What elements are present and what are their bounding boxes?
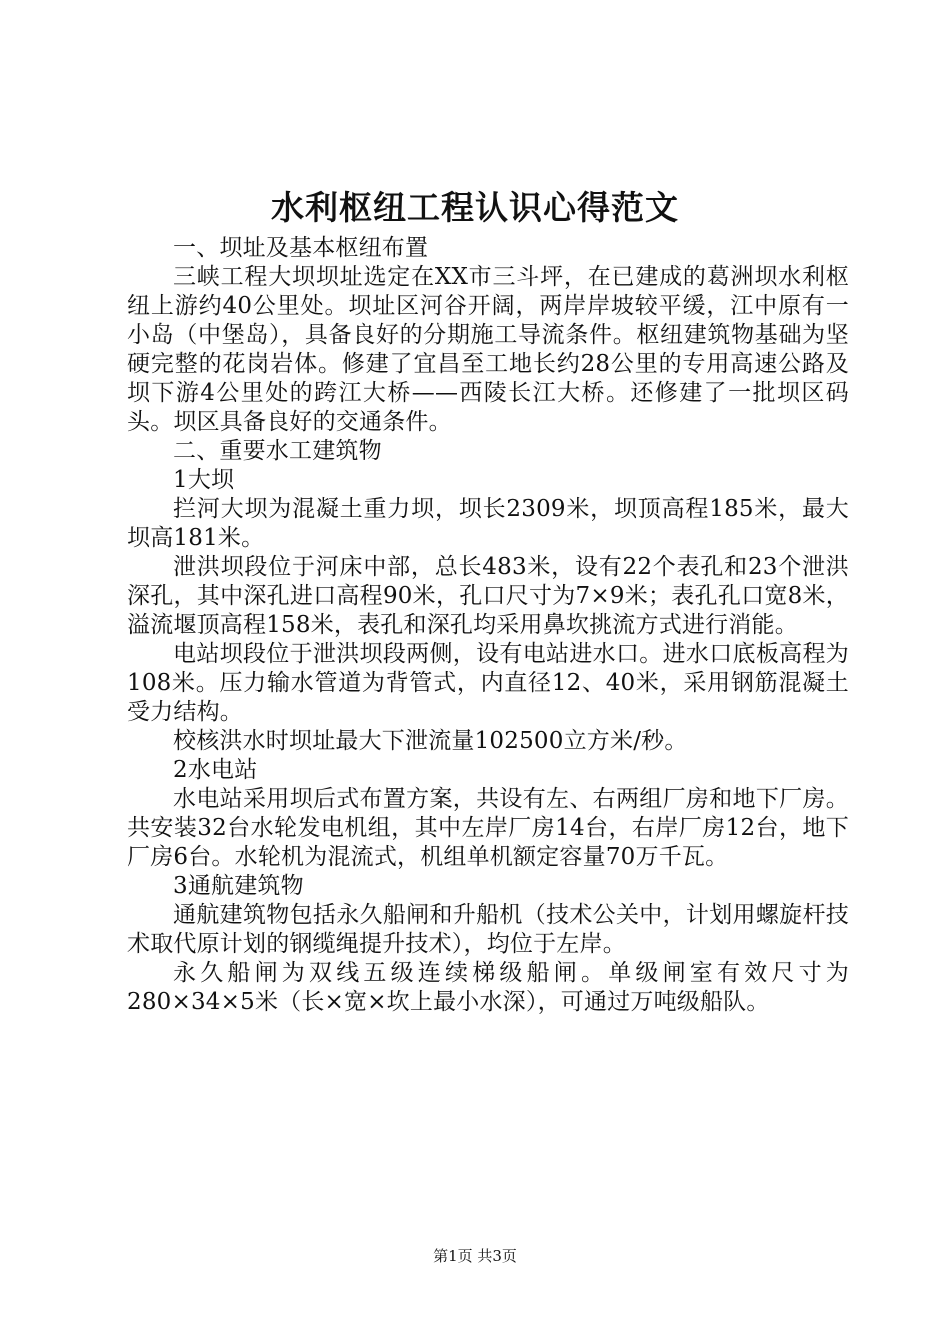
subsection-heading: 1大坝 bbox=[173, 467, 235, 493]
section-heading: 一、坝址及基本枢纽布置 bbox=[173, 235, 429, 261]
page-footer: 第1页 共3页 bbox=[433, 1247, 517, 1265]
document-body bbox=[127, 234, 849, 1017]
document-title: 水利枢纽工程认识心得范文 bbox=[271, 188, 679, 227]
section-heading: 二、重要水工建筑物 bbox=[173, 438, 382, 464]
body-paragraph: 电站坝段位于泄洪坝段两侧，设有电站进水口。进水口底板高程为108米。压力输水管道为背管式，内直径12、40米，采用钢筋混凝土受力结构。 bbox=[127, 641, 849, 725]
body-paragraph: 水电站采用坝后式布置方案，共设有左、右两组厂房和地下厂房。共安装32台水轮发电机组，其中左岸厂房14台，右岸厂房12台，地下厂房6台。水轮机为混流式，机组单机额定容量70万千瓦。 bbox=[127, 786, 849, 870]
body-paragraph: 永久船闸为双线五级连续梯级船闸。单级闸室有效尺寸为280×34×5米（长×宽×坎上最小水深），可通过万吨级船队。 bbox=[127, 960, 849, 1015]
body-paragraph: 校核洪水时坝址最大下泄流量102500立方米/秒。 bbox=[173, 728, 688, 754]
body-paragraph: 泄洪坝段位于河床中部，总长483米，设有22个表孔和23个泄洪深孔，其中深孔进口高程90米，孔口尺寸为7×9米；表孔孔口宽8米，溢流堰顶高程158米，表孔和深孔均采用鼻坎挑流方式进行消能。 bbox=[127, 554, 849, 638]
body-paragraph: 通航建筑物包括永久船闸和升船机（技术公关中，计划用螺旋杆技术取代原计划的钢缆绳提升技术），均位于左岸。 bbox=[127, 902, 849, 957]
body-paragraph: 三峡工程大坝坝址选定在XX市三斗坪，在已建成的葛洲坝水利枢纽上游约40公里处。坝址区河谷开阔，两岸岸坡较平缓，江中原有一小岛（中堡岛），具备良好的分期施工导流条件。枢纽建筑物基础为坚硬完整的花岗岩体。修建了宜昌至工地长约28公里的专用高速公路及坝下游4公里处的跨江大桥——西陵长江大桥。还修建了一批坝区码头。坝区具备良好的交通条件。 bbox=[127, 264, 849, 435]
subsection-heading: 3通航建筑物 bbox=[173, 873, 304, 899]
body-paragraph: 拦河大坝为混凝土重力坝，坝长2309米，坝顶高程185米，最大坝高181米。 bbox=[127, 496, 849, 551]
subsection-heading: 2水电站 bbox=[173, 757, 258, 783]
